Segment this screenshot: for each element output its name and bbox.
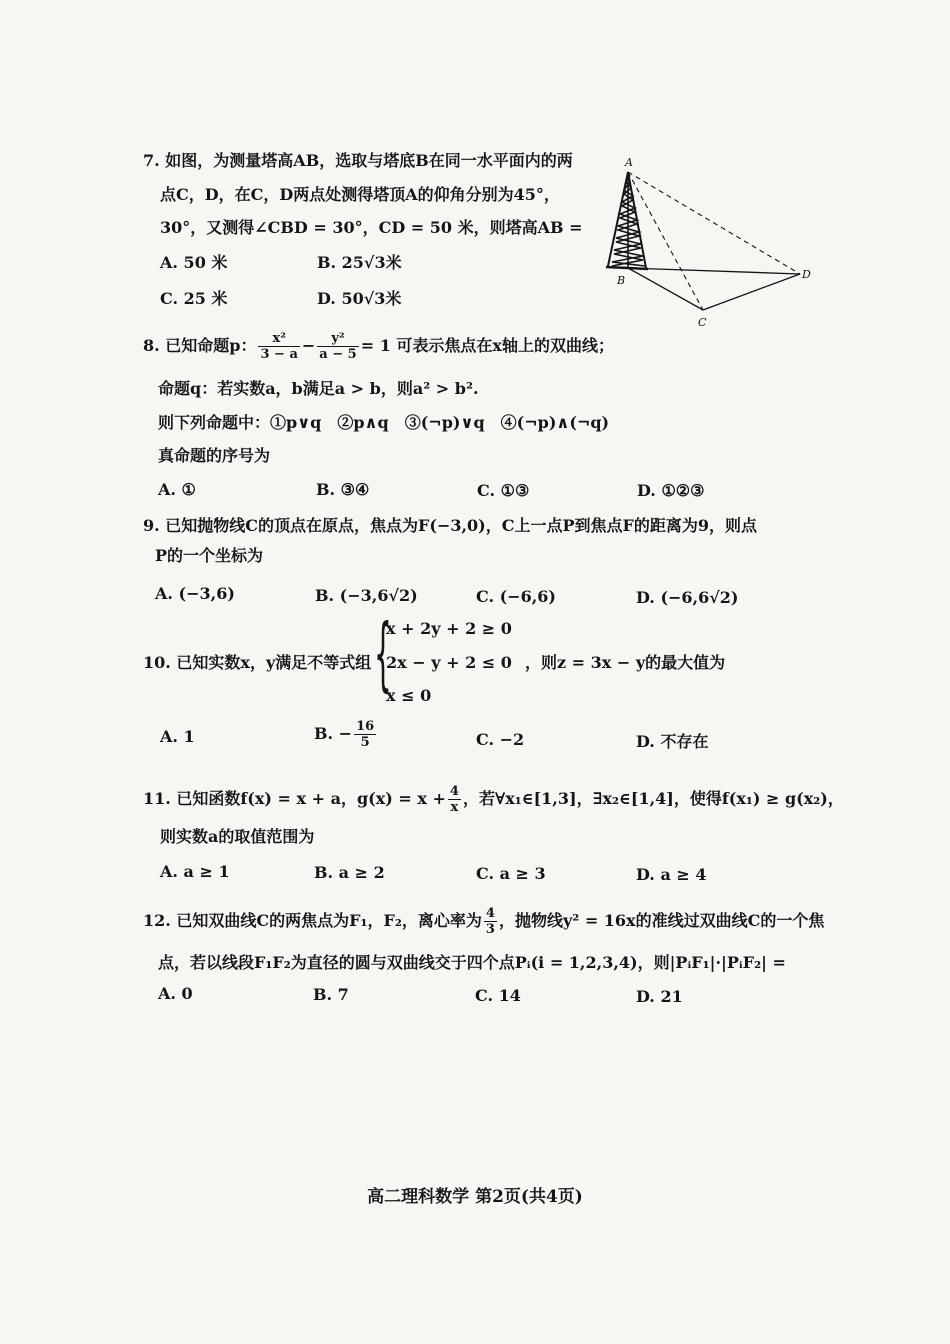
q12-fraction: [484, 906, 497, 937]
q7-option-c: C. 25 米: [160, 289, 228, 308]
q10-option-c: C. −2: [476, 730, 525, 749]
q10-option-d: D. 不存在: [636, 732, 709, 751]
q8-line-1: [143, 329, 614, 363]
q7-option-d: D. 50√3米: [317, 289, 402, 308]
q9-line-1: 9. 已知抛物线C的顶点在原点，焦点为F(−3,0)，C上一点P到焦点F的距离为9，则点: [143, 516, 758, 535]
q7-option-a: A. 50 米: [160, 253, 228, 272]
q11-suffix: ，若∀x₁∈[1,3]，∃x₂∈[1,4]，使得f(x₁) ≥ g(x₂)，: [462, 789, 844, 808]
q11-line-2: 则实数a的取值范围为: [160, 827, 315, 846]
q8-frac1-denominator: 3 − a: [260, 347, 298, 362]
q12-line-1: [143, 904, 824, 938]
q9-option-b: B. (−3,6√2): [315, 586, 418, 605]
q10-option-b-denominator: 5: [360, 735, 370, 750]
q10-option-b-fraction: [354, 719, 376, 750]
q8-frac1-numerator: x²: [258, 331, 299, 347]
q7-line-2: 点C，D，在C，D两点处测得塔顶A的仰角分别为45°，: [160, 185, 560, 204]
q8-fraction-2: [317, 331, 358, 362]
q11-fraction: [448, 784, 461, 815]
q8-line-4: 真命题的序号为: [158, 446, 271, 465]
q7-line-3: 30°，又测得∠CBD = 30°，CD = 50 米，则塔高AB =: [160, 218, 583, 237]
segment-cd: [703, 274, 800, 310]
q10-option-b-sign: −: [338, 724, 353, 743]
q8-fraction-1: [258, 331, 299, 362]
q12-option-c: C. 14: [475, 986, 521, 1005]
q10-prefix: 10. 已知实数x，y满足不等式组: [143, 653, 372, 672]
q11-option-c: C. a ≥ 3: [476, 864, 546, 883]
q10-suffix: ，则z = 3x − y的最大值为: [525, 653, 726, 672]
q10-system-line-2: 2x − y + 2 ≤ 0: [386, 653, 512, 672]
label-b: B: [617, 274, 626, 287]
q10-option-a: A. 1: [160, 727, 195, 746]
q12-line-2: 点，若以线段F₁F₂为直径的圆与双曲线交于四个点Pᵢ(i = 1,2,3,4)，则|PᵢF₁|·|PᵢF₂| =: [158, 953, 786, 972]
q8-minus: −: [301, 336, 316, 355]
page-footer: 高二理科数学 第2页(共4页): [367, 1187, 583, 1207]
segment-bc: [628, 268, 703, 310]
q8-suffix: = 1 可表示焦点在x轴上的双曲线；: [360, 336, 614, 355]
q8-option-b: B. ③④: [316, 480, 370, 499]
label-a: A: [625, 156, 633, 169]
segment-bd: [628, 268, 800, 274]
q8-line-3: 则下列命题中：①p∨q ②p∧q ③(¬p)∨q ④(¬p)∧(¬q): [158, 413, 610, 432]
q12-option-d: D. 21: [636, 987, 683, 1006]
q11-prefix: 11. 已知函数f(x) = x + a，g(x) = x +: [143, 789, 446, 808]
tower-figure: [595, 150, 820, 335]
q11-line-1: [143, 782, 844, 816]
q12-numerator: 4: [485, 906, 495, 921]
q11-option-b: B. a ≥ 2: [314, 863, 385, 882]
q8-frac2-numerator: y²: [317, 331, 358, 347]
q8-prefix: 8. 已知命题p：: [143, 336, 257, 355]
q8-option-c: C. ①③: [477, 481, 530, 500]
q9-line-2: P的一个坐标为: [155, 546, 264, 565]
q10-system-brace: {: [374, 607, 392, 700]
q10-system-line-1: x + 2y + 2 ≥ 0: [386, 619, 512, 638]
q8-option-a: A. ①: [158, 480, 196, 499]
q8-line-2: 命题q：若实数a，b满足a > b，则a² > b².: [158, 379, 479, 398]
label-d: D: [802, 268, 811, 281]
q9-option-d: D. (−6,6√2): [636, 588, 739, 607]
q11-denominator: x: [450, 800, 459, 815]
label-c: C: [698, 316, 707, 329]
q12-option-a: A. 0: [158, 984, 193, 1003]
q10-option-b-numerator: 16: [356, 719, 375, 734]
q11-option-a: A. a ≥ 1: [160, 862, 230, 881]
segment-ad: [628, 172, 800, 274]
q8-option-d: D. ①②③: [637, 481, 705, 500]
q12-prefix: 12. 已知双曲线C的两焦点为F₁，F₂，离心率为: [143, 911, 482, 930]
q9-option-c: C. (−6,6): [476, 587, 556, 606]
q10-system-line-3: x ≤ 0: [386, 686, 432, 705]
q12-denominator: 3: [485, 922, 495, 937]
q10-option-b-letter: B.: [314, 724, 334, 743]
q12-option-b: B. 7: [313, 985, 349, 1004]
q9-option-a: A. (−3,6): [155, 584, 235, 603]
q11-numerator: 4: [449, 784, 459, 799]
q7-line-1: 7. 如图，为测量塔高AB，选取与塔底B在同一水平面内的两: [143, 151, 573, 170]
q12-suffix: ，抛物线y² = 16x的准线过双曲线C的一个焦: [498, 911, 825, 930]
q11-option-d: D. a ≥ 4: [636, 865, 707, 884]
q8-frac2-denominator: a − 5: [319, 347, 357, 362]
q10-option-b: [314, 716, 378, 752]
q7-option-b: B. 25√3米: [317, 253, 402, 272]
